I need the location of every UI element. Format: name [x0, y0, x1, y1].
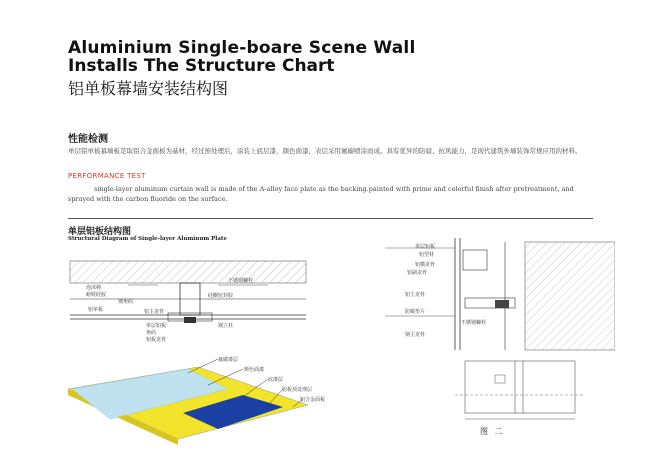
label-right-main-keel: 铝主龙骨	[405, 292, 426, 298]
label-secondary-keel: 铝副龙骨	[407, 270, 428, 276]
label-weather-sealant: 耐候硅胶	[86, 292, 107, 298]
label-pretreatment-layer: 铝板预处理层	[282, 387, 313, 393]
label-stainless-bolt: 不锈钢螺栓	[228, 278, 254, 284]
right-elevation-drawing	[365, 238, 615, 353]
label-color-paint: 颜色面漆	[244, 367, 265, 373]
label-anticorrosion-pad: 防腐垫片	[405, 309, 426, 315]
plan-drawing	[435, 355, 605, 425]
label-horizontal-keel: 铝横龙骨	[415, 262, 436, 268]
figure-caption: 图 二	[480, 427, 505, 436]
label-primer-layer: 底漆层	[268, 377, 284, 383]
left-section-drawing	[68, 255, 308, 355]
label-fluorocarbon-layer: 氟碳漆层	[218, 357, 239, 363]
diagram-heading-en: Structural Diagram of Single-layer Aluminum Plate	[68, 236, 227, 242]
label-aluminum-plate: 铝单板	[88, 307, 104, 313]
label-main-keel: 铝主龙骨	[144, 309, 165, 315]
title-chinese: 铝单板幕墙安装结构图	[68, 79, 229, 98]
label-angle-code: 角码	[146, 330, 157, 336]
label-steel-main-keel: 钢主龙骨	[405, 332, 426, 338]
label-single-plate: 单层铝板	[146, 323, 167, 329]
label-right-single-plate: 单层铝板	[415, 244, 436, 250]
divider-line	[68, 218, 593, 219]
performance-text-en: single-layer aluminum curtain wall is made of the A-alloy face plate as the backing.painted with prime and colorful finish after pretreatment, and sprayed with the carbon fluoride on the surface.	[68, 185, 574, 203]
label-foam-rod: 泡沫棒	[86, 285, 102, 291]
document-sheet	[20, 0, 630, 450]
label-steel-column: 钢立柱	[218, 323, 234, 329]
label-profile: 铝型材	[419, 252, 435, 258]
label-silicone-sealant: 硅酮密封胶	[208, 293, 234, 299]
performance-text-cn: 单层铝单板幕墙板是取铝合金面板为基材，经过预处理后，涂装上底层漆，颜色面漆，表层采用氟碳喷涂而成。具有优异的防腐、抗风能力，是现代建筑外墙装饰常规应用的材料。	[68, 147, 582, 155]
diagram-heading-cn: 单层铝板结构图	[68, 227, 132, 237]
layer-illustration	[68, 355, 328, 445]
title-line-1: Aluminium Single-boare Scene Wall	[68, 38, 416, 58]
label-steel-angle: 钢角码	[118, 299, 134, 305]
wall-hatch	[525, 242, 615, 350]
performance-heading-cn: 性能检测	[68, 134, 108, 145]
label-plate-keel: 铝板龙骨	[146, 337, 167, 343]
label-alloy-panel: 铝合金面板	[300, 397, 326, 403]
concrete-wall	[70, 261, 306, 283]
label-right-bolt: 不锈钢螺栓	[461, 320, 487, 326]
title-line-2: Installs The Structure Chart	[68, 56, 335, 76]
performance-heading-en: PERFORMANCE TEST	[68, 172, 146, 180]
